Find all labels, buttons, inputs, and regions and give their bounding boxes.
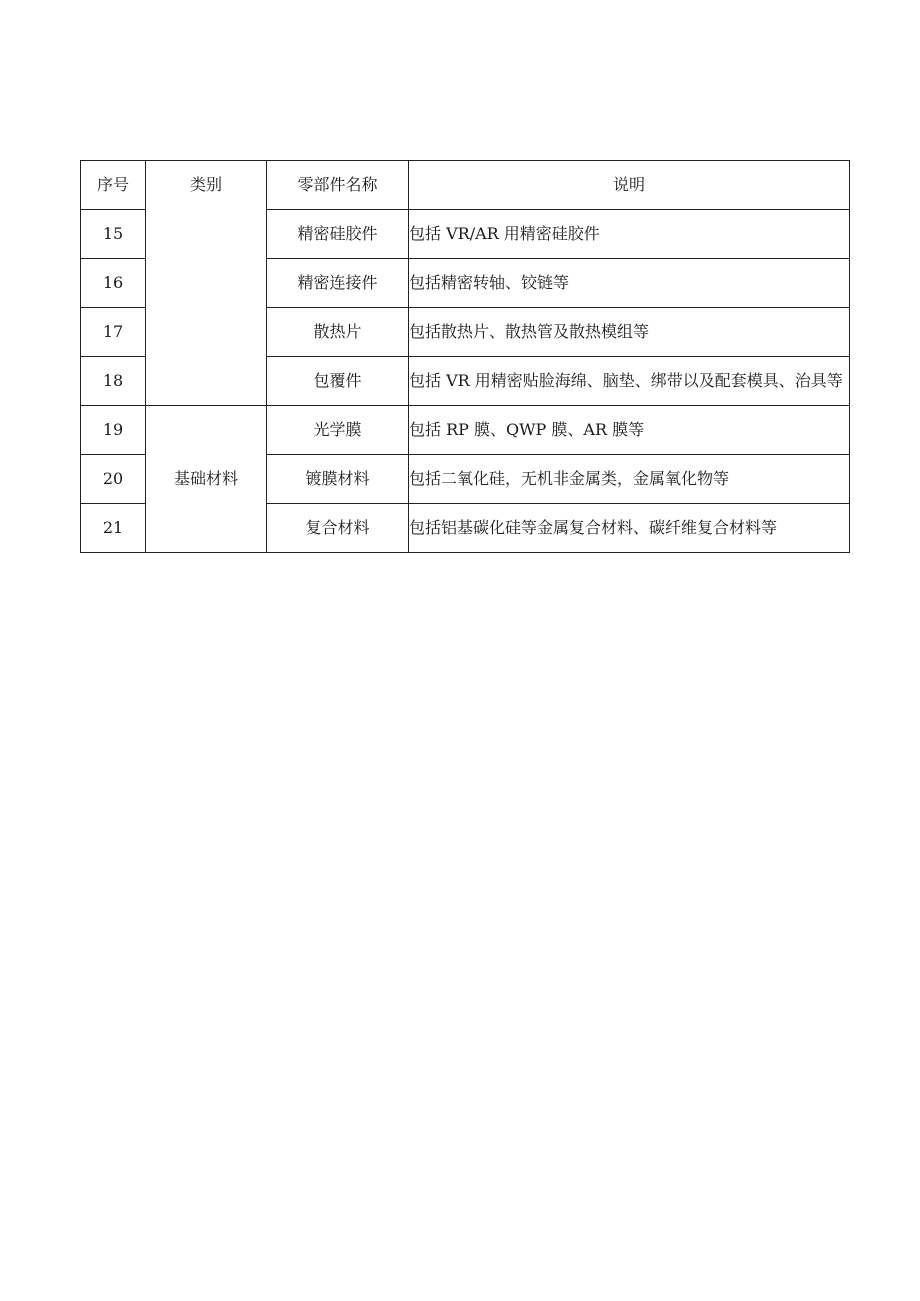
row-part-name: 精密硅胶件: [267, 210, 409, 259]
row-index: 18: [81, 357, 146, 406]
row-description: 包括精密转轴、铰链等: [409, 259, 850, 308]
header-description: 说明: [409, 161, 850, 210]
row-index: 21: [81, 504, 146, 553]
header-category: 类别: [146, 161, 267, 406]
header-index: 序号: [81, 161, 146, 210]
row-description: 包括铝基碳化硅等金属复合材料、碳纤维复合材料等: [409, 504, 850, 553]
parts-table: [80, 160, 850, 553]
row-description: 包括 VR 用精密贴脸海绵、脑垫、绑带以及配套模具、治具等: [409, 357, 850, 406]
row-part-name: 镀膜材料: [267, 455, 409, 504]
table-row: [81, 406, 850, 455]
category-cell: 基础材料: [146, 406, 267, 553]
row-description: 包括 RP 膜、QWP 膜、AR 膜等: [409, 406, 850, 455]
row-part-name: 包覆件: [267, 357, 409, 406]
row-part-name: 散热片: [267, 308, 409, 357]
row-description: 包括 VR/AR 用精密硅胶件: [409, 210, 850, 259]
row-index: 17: [81, 308, 146, 357]
table-header-row: [81, 161, 850, 210]
row-part-name: 光学膜: [267, 406, 409, 455]
row-index: 16: [81, 259, 146, 308]
header-part-name: 零部件名称: [267, 161, 409, 210]
row-index: 15: [81, 210, 146, 259]
row-description: 包括散热片、散热管及散热模组等: [409, 308, 850, 357]
row-description: 包括二氧化硅，无机非金属类，金属氧化物等: [409, 455, 850, 504]
row-index: 20: [81, 455, 146, 504]
row-index: 19: [81, 406, 146, 455]
row-part-name: 复合材料: [267, 504, 409, 553]
row-part-name: 精密连接件: [267, 259, 409, 308]
